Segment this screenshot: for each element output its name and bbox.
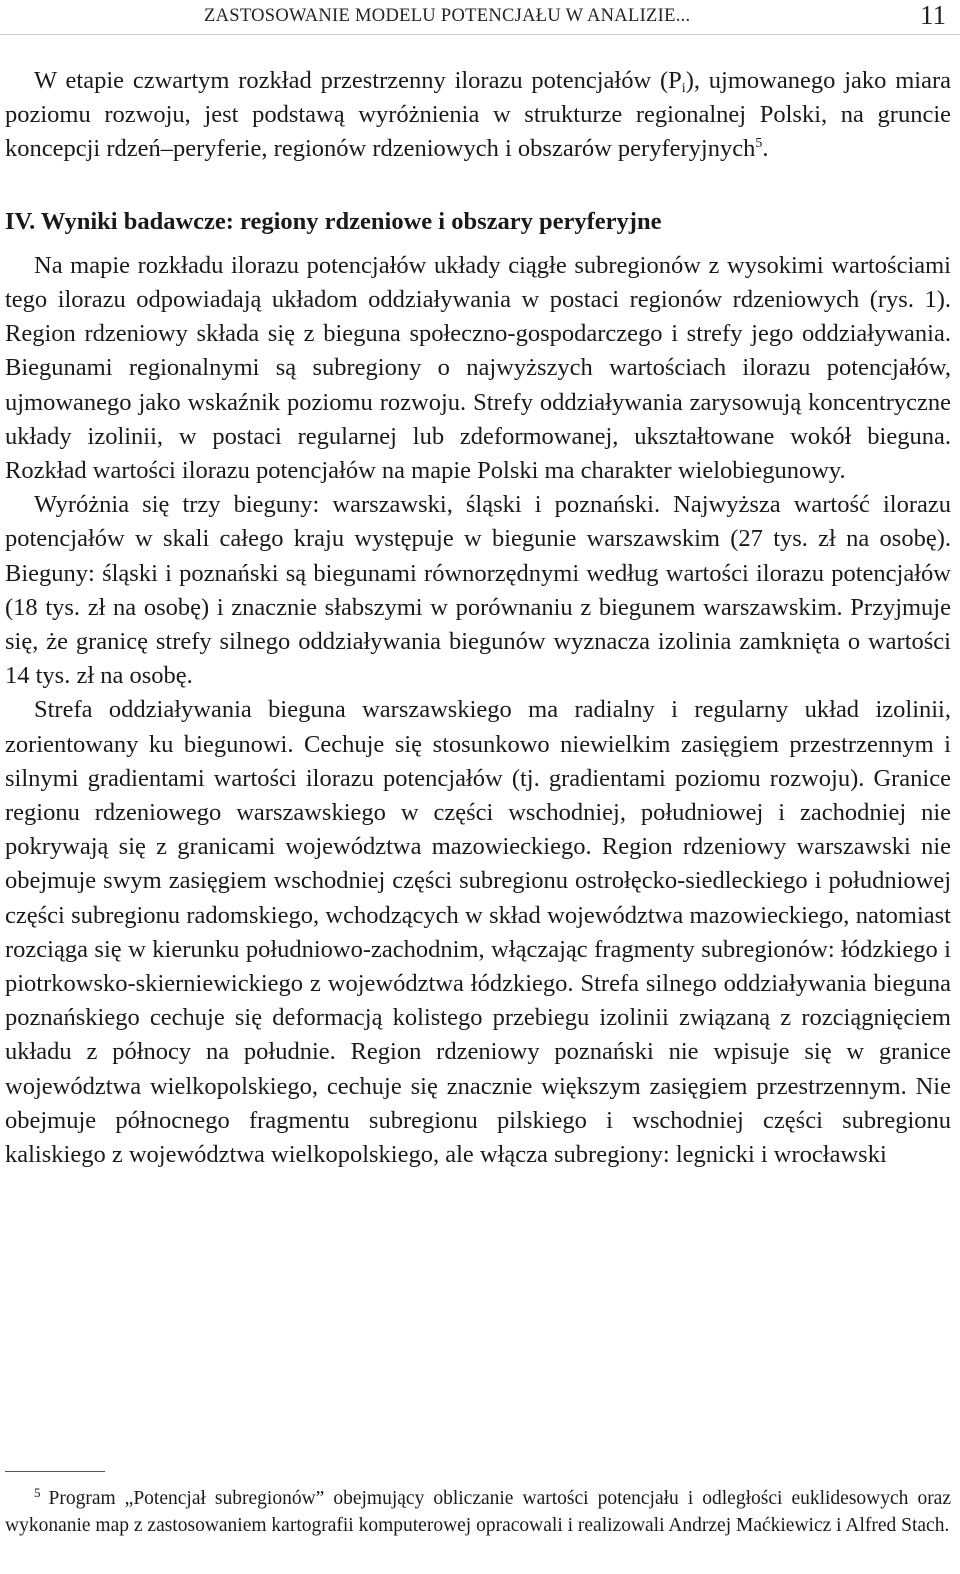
- running-title: ZASTOSOWANIE MODELU POTENCJAŁU W ANALIZIE...: [204, 6, 691, 26]
- section-heading: IV. Wyniki badawcze: regiony rdzeniowe i obszary peryferyjne: [5, 207, 662, 235]
- intro-text-main: ), ujmowanego jako miara poziomu rozwoju, jest podstawą wyróżnienia w strukturze regionalnej Polski, na gruncie koncepcji rdzeń–peryferie, regionów rdzeniowych i obszarów peryferyjnych: [5, 67, 951, 163]
- intro-paragraph: [5, 64, 951, 167]
- footnote-text: Program „Potencjał subregionów” obejmujący obliczanie wartości potencjału i odległości euklidesowych oraz wykonanie map z zastosowaniem kartografii komputerowej opracowali i realizowali Andrzej Maćkiewicz i Alfred Stach.: [5, 1488, 951, 1536]
- page-number: 11: [920, 0, 946, 30]
- subscript-i: i: [681, 81, 686, 96]
- footnote-reference: 5: [755, 136, 763, 152]
- page-header: [0, 0, 960, 35]
- body-text: [5, 64, 951, 1172]
- paragraph-1: Na mapie rozkładu ilorazu potencjałów układy ciągłe subregionów z wysokimi wartościami tego ilorazu odpowiadają układom oddziaływania w postaci regionów rdzeniowych (rys. 1). Region rdzeniowy składa się z bieguna społeczno-gospodarczego i strefy jego oddziaływania. Biegunami regionalnymi są subregiony o najwyższych wartościach ilorazu potencjałów, ujmowanego jako wskaźnik poziomu rozwoju. Strefy oddziaływania zarysowują koncentryczne układy izolinii, w postaci regularnej lub zdeformowanej, ukształtowane wokół bieguna. Rozkład wartości ilorazu potencjałów na mapie Polski ma charakter wielobiegunowy.: [5, 251, 951, 485]
- footnote: [5, 1485, 951, 1539]
- footnote-number: 5: [34, 1485, 41, 1500]
- intro-text-start: W etapie czwartym rozkład przestrzenny ilorazu potencjałów (P: [34, 67, 682, 94]
- footnote-divider: [5, 1471, 105, 1472]
- intro-text-end: .: [762, 135, 769, 163]
- paragraph-3: Strefa oddziaływania bieguna warszawskiego ma radialny i regularny układ izolinii, zorientowany ku biegunowi. Cechuje się stosunkowo niewielkim zasięgiem przestrzennym i silnymi gradientami wartości ilorazu potencjałów (tj. gradientami poziomu rozwoju). Granice regionu rdzeniowego warszawskiego w części wschodniej, południowej i zachodniej nie pokrywają się z granicami województwa mazowieckiego. Region rdzeniowy warszawski nie obejmuje swym zasięgiem wschodniej części subregionu ostrołęcko-siedleckiego i południowej części subregionu radomskiego, wchodzących w skład województwa mazowieckiego, natomiast rozciąga się w kierunku południowo-zachodnim, włączając fragmenty subregionów: łódzkiego i piotrkowsko-skierniewickiego z województwa łódzkiego. Strefa silnego oddziaływania bieguna poznańskiego cechuje się deformacją kolistego przebiegu izolinii związaną z rozciągnięciem układu z północy na południe. Region rdzeniowy poznański nie wpisuje się w granice województwa wielkopolskiego, cechuje się znacznie większym zasięgiem przestrzennym. Nie obejmuje północnego fragmentu subregionu pilskiego i wschodniej części subregionu kaliskiego z województwa wielkopolskiego, ale włącza subregiony: legnicki i wrocławski: [5, 696, 951, 1169]
- paragraph-2: Wyróżnia się trzy bieguny: warszawski, śląski i poznański. Najwyższa wartość ilorazu potencjałów w skali całego kraju występuje w biegunie warszawskim (27 tys. zł na osobę). Bieguny: śląski i poznański są biegunami równorzędnymi według wartości ilorazu potencjałów (18 tys. zł na osobę) i znacznie słabszymi w porównaniu z biegunem warszawskim. Przyjmuje się, że granicę strefy silnego oddziaływania biegunów wyznacza izolinia zamknięta o wartości 14 tys. zł na osobę.: [5, 491, 951, 690]
